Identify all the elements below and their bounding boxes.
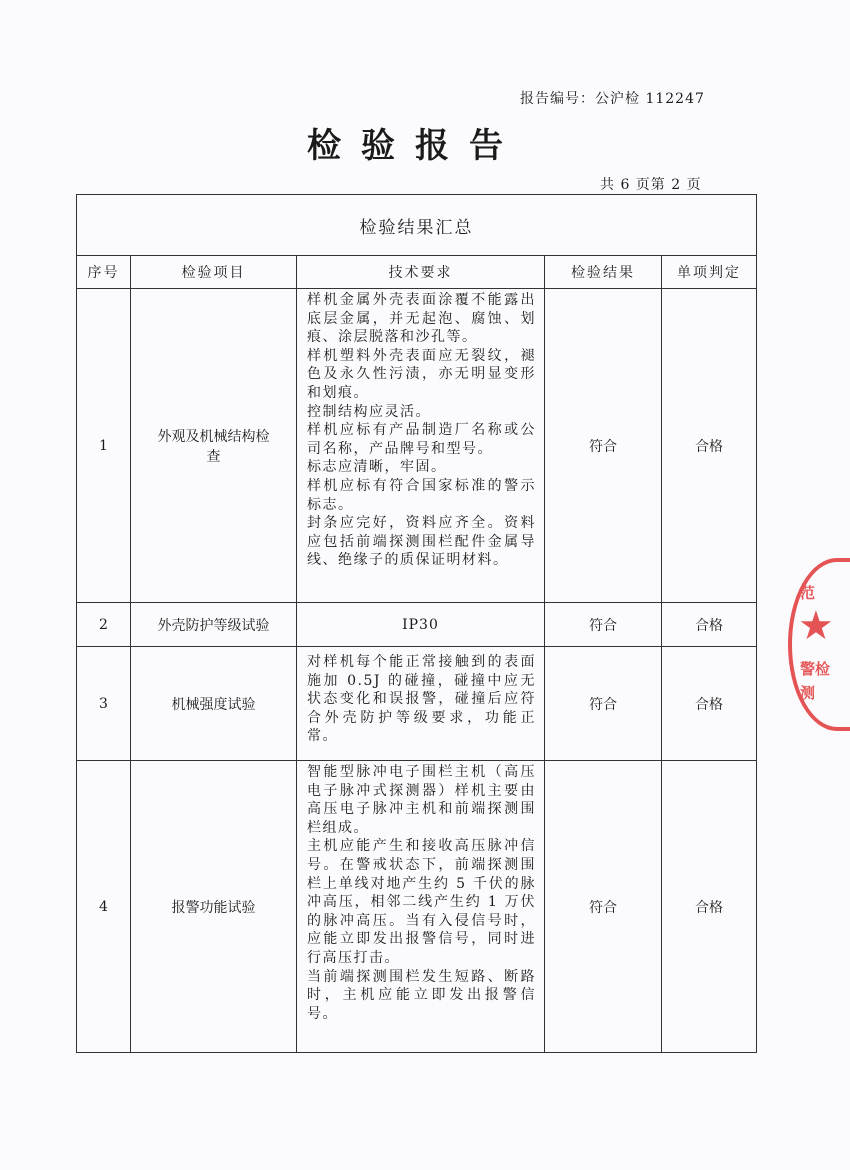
requirement-line: 封条应完好，资料应齐全。资料应包括前端探测围栏配件金属导线、绝缘子的质保证明材料。 [307, 515, 536, 569]
column-header: 序号 [77, 256, 131, 289]
inspection-seal-stamp [788, 558, 850, 731]
requirement-line: 标志应清晰，牢固。 [307, 459, 447, 476]
table-row [77, 603, 757, 647]
column-header: 单项判定 [662, 256, 757, 289]
requirements-cell [297, 761, 545, 1053]
star-icon: ★ [798, 603, 834, 649]
requirement-line: 样机应标有产品制造厂名称或公司名称，产品牌号和型号。 [307, 422, 536, 457]
row-number: 3 [77, 647, 131, 761]
report-title: 检验报告 [307, 126, 523, 166]
table-caption: 检验结果汇总 [77, 195, 757, 256]
requirement-line: 主机应能产生和接收高压脉冲信号。在警戒状态下，前端探测围栏上单线对地产生约 5 千伏的脉冲高压，相邻二线产生约 1 万伏的脉冲高压。当有入侵信号时，应能立即发出报警信号，同时进行高压打击。 [307, 838, 536, 966]
row-number: 2 [77, 603, 131, 647]
result-cell: 符合 [545, 761, 662, 1053]
verdict-cell: 合格 [662, 603, 757, 647]
column-header: 检验项目 [131, 256, 297, 289]
stamp-text: 警检 [800, 660, 831, 678]
requirement-line: 控制结构应灵活。 [307, 403, 431, 420]
item-name: 报警功能试验 [131, 761, 297, 1053]
requirement-line: 智能型脉冲电子围栏主机（高压电子脉冲式探测器）样机主要由高压电子脉冲主机和前端探测围栏组成。 [307, 764, 536, 836]
result-cell: 符合 [545, 647, 662, 761]
table-row [77, 761, 757, 1053]
table-header-row [77, 256, 757, 289]
requirements-cell: IP30 [297, 603, 545, 647]
verdict-cell: 合格 [662, 289, 757, 603]
item-name: 机械强度试验 [131, 647, 297, 761]
row-number: 1 [77, 289, 131, 603]
column-header: 技术要求 [297, 256, 545, 289]
requirement-line: 对样机每个能正常接触到的表面施加 0.5J 的碰撞，碰撞中应无状态变化和误报警，碰撞后应符合外壳防护等级要求，功能正常。 [307, 654, 536, 745]
item-name: 外观及机械结构检查 [131, 289, 297, 603]
requirement-line: 样机应标有符合国家标准的警示标志。 [307, 477, 536, 513]
page-info: 共 6 页第 2 页 [600, 177, 702, 193]
stamp-text: 测 [800, 684, 816, 702]
result-summary-table [76, 194, 757, 1053]
row-number: 4 [77, 761, 131, 1053]
requirement-line: 样机塑料外壳表面应无裂纹，褪色及永久性污渍，亦无明显变形和划痕。 [307, 347, 536, 401]
item-name: 外壳防护等级试验 [131, 603, 297, 647]
column-header: 检验结果 [545, 256, 662, 289]
table-row [77, 289, 757, 603]
result-cell: 符合 [545, 603, 662, 647]
requirements-cell [297, 289, 545, 603]
stamp-text: 范 [800, 584, 816, 602]
requirement-line: 样机金属外壳表面涂覆不能露出底层金属，并无起泡、腐蚀、划痕、涂层脱落和沙孔等。 [307, 292, 536, 346]
verdict-cell: 合格 [662, 761, 757, 1053]
requirement-line: 当前端探测围栏发生短路、断路时，主机应能立即发出报警信号。 [307, 968, 536, 1022]
verdict-cell: 合格 [662, 647, 757, 761]
result-cell: 符合 [545, 289, 662, 603]
requirements-cell [297, 647, 545, 761]
report-number: 报告编号：公沪检 112247 [520, 91, 705, 107]
table-row [77, 647, 757, 761]
